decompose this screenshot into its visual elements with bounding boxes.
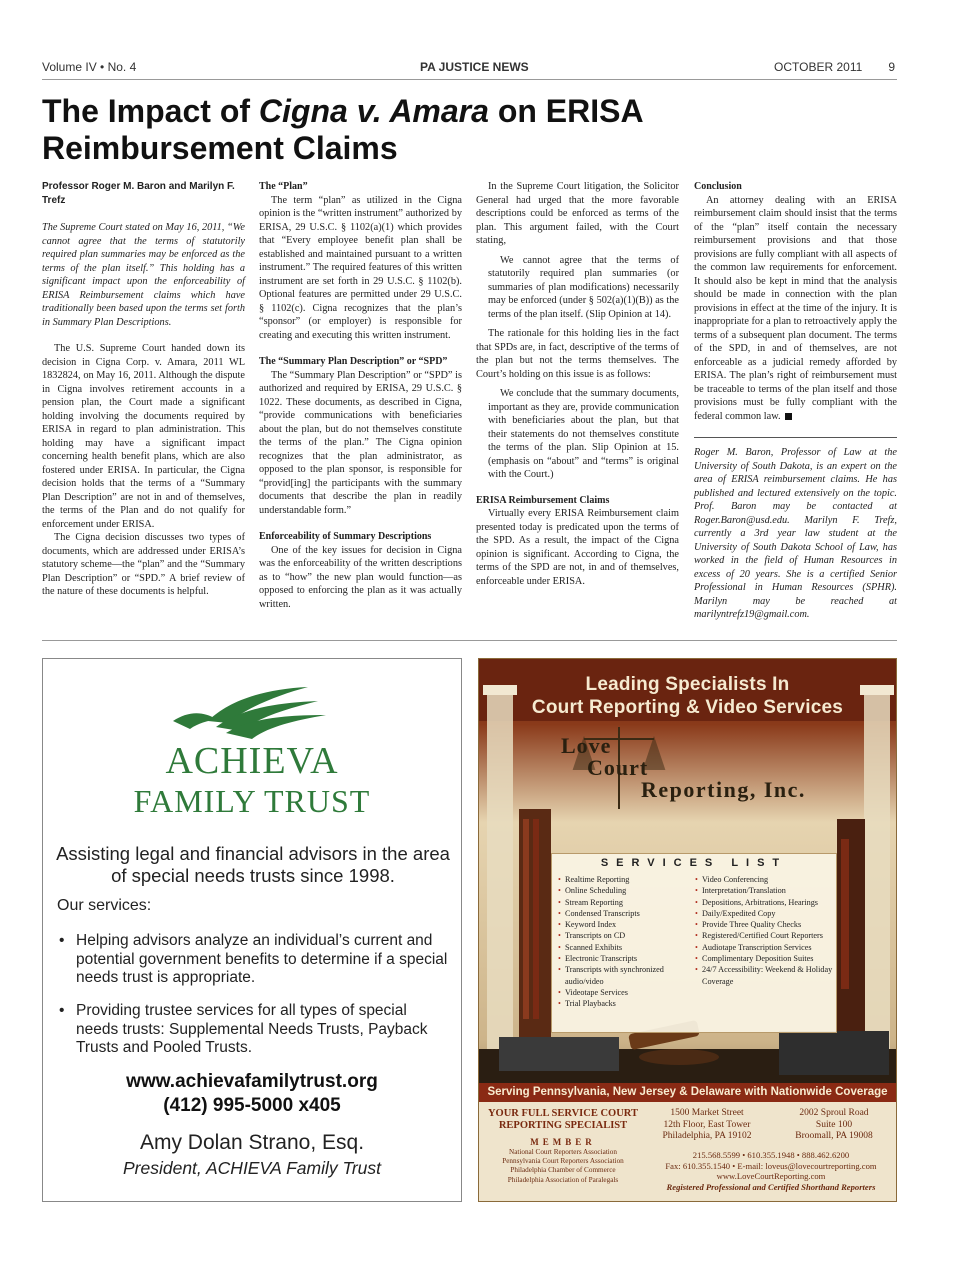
- title-part: The Impact of: [42, 93, 259, 129]
- headline-line: Leading Specialists In: [585, 674, 790, 695]
- service-text: Helping advisors analyze an individual’s current and potential government benefits to determine if a special needs trust is appropriate.: [76, 932, 448, 986]
- contact-role: President, ACHIEVA Family Trust: [122, 1158, 382, 1178]
- quote-text: We cannot agree that the terms of statutorily required plan summaries (or summaries of plan modifications) necessarily may be enforced (under § 502(a)(1)(B)) as the terms of the plan itself. (Slip Opinion at 14).: [488, 254, 679, 320]
- service-item: • 24/7 Accessibility: Weekend & Holiday Coverage: [695, 964, 835, 987]
- article-lede: The Supreme Court stated on May 16, 2011, “We cannot agree that the terms of statutorily required plan summaries may be enforced as the terms of the plan itself.” This holding has a significant impact upon the enforceability of ERISA Reimbursement claims which have traditionally been based upon the terms set forth in Summary Plan Descriptions.: [42, 222, 245, 328]
- section-heading-plan: The “Plan”: [259, 181, 308, 192]
- service-item: • Transcripts on CD: [558, 930, 690, 941]
- service-item: • Complimentary Deposition Suites: [695, 953, 835, 964]
- body-paragraph: The U.S. Supreme Court handed down its decision in Cigna Corp. v. Amara, 2011 WL 1832824, on May 16, 2011. Although the dispute in Cigna involves retirement accounts in a pension plan, the Court made a significant holding involving the documents required by ERISA in regard to plan administration. This holding may have a significant impact concerning health benefit plans, which are also fostered under ERISA. In particular, the Cigna decision holds that the terms of a “Summary Plan Description” are not in and of themselves, the terms of the Plan and do not qualify for enforcement under ERISA.: [42, 343, 245, 530]
- issue-date: OCTOBER 2011: [774, 60, 863, 74]
- service-item: [57, 1002, 452, 1058]
- service-item: • Registered/Certified Court Reporters: [695, 930, 835, 941]
- brand-word: Court: [587, 755, 649, 780]
- achieva-tagline: Assisting legal and financial advisors in the area of special needs trusts since 1998.: [56, 843, 450, 886]
- article-column-1: [42, 180, 245, 599]
- title-part: on ERISA Reimbursement Claims: [42, 93, 643, 166]
- services-list-box: [551, 853, 837, 1033]
- title-case-name: Cigna v. Amara: [258, 93, 489, 129]
- body-paragraph: One of the key issues for decision in Cigna was the enforceability of the written descriptions as to “how” the new plan would function—as opposed to enforcing the plan as it was actually written.: [259, 544, 462, 610]
- body-paragraph: [694, 194, 897, 424]
- service-item: [57, 932, 452, 988]
- author-bio: Roger M. Baron, Professor of Law at the University of South Dakota, is an expert on the area of ERISA reimbursement claims. He has published and lectured extensively on the topic. Prof. Baron may be contacted at Roger.Baron@usd.edu. Marilyn F. Trefz, currently a 3rd year law student at the University of South Dakota School of Law, has worked in the field of Human Resources in excess of 20 years. She is a certified Senior Professional in Human Resources (SPHR). Marilyn may be reached at marilyntrefz19@gmail.com.: [694, 447, 897, 620]
- love-court-advertisement[interactable]: [478, 658, 897, 1202]
- member-org: Pennsylvania Court Reporters Association: [502, 1157, 624, 1166]
- conclusion-text: An attorney dealing with an ERISA reimbursement claim should insist that the terms of the “plan” itself contain the necessary reimbursement provisions and that those provisions are fully compliant with all aspects of the common law requirements for enforcement. It should also be kept in mind that the analysis should be made in connection with the plan provisions in effect at the time of the injury. It is inappropriate for a plan to retroactively apply the terms of a subsequent plan document. The terms of the SPD, in and of themselves, are not enforceable as a judicial remedy afforded by ERISA. The plan’s right of reimbursement must be traceable to terms of the plan itself and those provisions must be fully compliant with the federal common law.: [694, 194, 897, 422]
- fax-email[interactable]: Fax: 610.355.1540 • E-mail: loveus@lovecourtreporting.com: [665, 1160, 877, 1171]
- love-court-headline: [479, 673, 896, 719]
- article-column-4: [694, 180, 897, 622]
- publication-name: PA JUSTICE NEWS: [420, 60, 529, 74]
- address-line: Suite 100: [815, 1119, 853, 1130]
- service-item: • Online Scheduling: [558, 885, 690, 896]
- section-heading-erisa: ERISA Reimbursement Claims: [476, 494, 610, 506]
- address-line: Philadelphia, PA 19102: [662, 1131, 752, 1141]
- services-list-title: SERVICES LIST: [600, 857, 788, 869]
- coverage-banner: Serving Pennsylvania, New Jersey & Delaware with Nationwide Coverage: [479, 1083, 896, 1102]
- achieva-advertisement[interactable]: [42, 658, 462, 1202]
- section-heading-conclusion: Conclusion: [694, 181, 742, 192]
- footer-title: YOUR FULL SERVICE COURT REPORTING SPECIALIST: [487, 1108, 639, 1131]
- membership-block: [483, 1108, 643, 1185]
- body-paragraph: The term “plan” as utilized in the Cigna opinion is the “written instrument” authorized by ERISA, 29 U.S.C. § 1102(a)(1) which provides that “Every employee benefit plan shall be established and maintained pursuant to a written instrument.” The required features of this written instrument are set forth in 29 U.S.C. § 1102(b). Optional features are permitted under 29 U.S.C. § 1102(c). Cigna recognizes that the plan’s “sponsor” (or employer) is responsible for creating and executing this written instrument.: [259, 194, 462, 341]
- headline-line: Court Reporting & Video Services: [531, 697, 844, 718]
- member-list: [483, 1148, 643, 1185]
- header-divider: [42, 79, 897, 80]
- article-column-2: [259, 180, 462, 611]
- services-column-right: [695, 874, 835, 987]
- service-item: • Scanned Exhibits: [558, 942, 690, 953]
- address-line: 1500 Market Street: [670, 1108, 744, 1118]
- body-paragraph: In the Supreme Court litigation, the Solicitor General had urged that the more favorable descriptions could be enforced as terms of the plan. This argument failed, with the Court stating,: [476, 181, 679, 246]
- contact-info: [644, 1150, 897, 1182]
- address-line: 12th Floor, East Tower: [663, 1119, 751, 1130]
- body-paragraph: The rationale for this holding lies in the fact that SPDs are, in fact, descriptive of the terms of the plan but not the terms themselves. The Court’s holding on this issue is as follows:: [476, 328, 679, 380]
- service-item: • Interpretation/Translation: [695, 885, 835, 896]
- service-item: • Video Conferencing: [695, 874, 835, 885]
- article-authors: Professor Roger M. Baron and Marilyn F. Trefz: [42, 181, 235, 206]
- block-quote: [488, 387, 679, 482]
- block-quote: [488, 254, 679, 322]
- date-and-page: [774, 60, 895, 74]
- service-item: • Keyword Index: [558, 919, 690, 930]
- article-column-3: [476, 180, 679, 588]
- address-line: Broomall, PA 19008: [795, 1131, 873, 1141]
- page-header: [42, 60, 895, 78]
- services-label: Our services:: [57, 897, 152, 914]
- article-title: [42, 93, 742, 167]
- footer-tagline: Registered Professional and Certified Shorthand Reporters: [666, 1182, 876, 1192]
- achieva-website-link[interactable]: www.achievafamilytrust.org: [126, 1071, 378, 1092]
- member-org: Philadelphia Association of Paralegals: [507, 1175, 619, 1184]
- member-org: Philadelphia Chamber of Commerce: [510, 1166, 616, 1175]
- address-line: 2002 Sproul Road: [799, 1108, 869, 1118]
- volume-issue: Volume IV • No. 4: [42, 60, 137, 74]
- service-item: • Stream Reporting: [558, 897, 690, 908]
- service-item: • Daily/Expedited Copy: [695, 908, 835, 919]
- love-court-website-link[interactable]: www.LoveCourtReporting.com: [716, 1171, 826, 1181]
- body-paragraph: Virtually every ERISA Reimbursement claim presented today is predicated upon the terms of the SPD. As a result, the impact of the Cigna opinion is significant. According to Cigna, the terms of the SPD are not, in and of themselves, enforceable under ERISA.: [476, 508, 679, 587]
- page-number: 9: [888, 60, 895, 74]
- service-item: • Depositions, Arbitrations, Hearings: [695, 897, 835, 908]
- bird-logo-icon: [168, 681, 338, 743]
- service-item: • Trial Playbacks: [558, 998, 690, 1009]
- address-philadelphia: [647, 1108, 767, 1143]
- body-paragraph: The “Summary Plan Description” or “SPD” is authorized and required by ERISA, 29 U.S.C. § 1022. These documents, as described in Cigna, “provide communications with beneficiaries about the plan, but do not themselves constitute the terms of the plan.” The Cigna opinion recognizes that the plan administrator, as opposed to the plan sponsor, is responsible for “provid[ing] the participants with the summary documents that describe the plan in readily understandable form.”: [259, 369, 462, 516]
- service-item: • Videotape Services: [558, 987, 690, 998]
- quote-text: We conclude that the summary documents, important as they are, provide communication with beneficiaries about the plan, but that their statements do not themselves constitute the terms of the plan. Slip Opinion at 15. (emphasis on “about” and “terms” is original with the Court.): [488, 388, 679, 480]
- achieva-name: ACHIEVA: [165, 740, 339, 782]
- family-trust-name: FAMILY TRUST: [133, 783, 371, 819]
- ads-divider: [42, 640, 897, 641]
- body-paragraph: The Cigna decision discusses two types of documents, which are addressed under ERISA’s statutory scheme—the “plan” and the “Summary Plan Description” or “SPD.” A brief review of the nature of these documents is helpful.: [42, 532, 245, 597]
- brand-word: Reporting, Inc.: [641, 777, 806, 802]
- address-broomall: [774, 1108, 894, 1143]
- end-mark-icon: [785, 413, 792, 420]
- service-item: • Audiotape Transcription Services: [695, 942, 835, 953]
- service-item: • Transcripts with synchronized audio/video: [558, 964, 690, 987]
- love-court-footer: [479, 1102, 896, 1202]
- member-org: National Court Reporters Association: [509, 1148, 617, 1156]
- member-label: MEMBER: [530, 1137, 596, 1147]
- bullet-icon: •: [59, 932, 65, 949]
- bullet-icon: •: [59, 1002, 65, 1019]
- service-item: • Realtime Reporting: [558, 874, 690, 885]
- achieva-phone: (412) 995-5000 x405: [163, 1095, 341, 1116]
- service-text: Providing trustee services for all types of special needs trusts: Supplemental Needs Trusts, Payback Trusts and Pooled Trusts.: [76, 1002, 428, 1056]
- contact-name: Amy Dolan Strano, Esq.: [139, 1131, 365, 1154]
- bio-divider: [694, 437, 897, 438]
- section-heading-spd: The “Summary Plan Description” or “SPD”: [259, 356, 448, 367]
- service-item: • Electronic Transcripts: [558, 953, 690, 964]
- service-item: • Condensed Transcripts: [558, 908, 690, 919]
- service-item: • Provide Three Quality Checks: [695, 919, 835, 930]
- phone-numbers: 215.568.5599 • 610.355.1948 • 888.462.6200: [692, 1150, 850, 1160]
- brand-word: Love: [561, 733, 612, 758]
- section-heading-enforceability: Enforceability of Summary Descriptions: [259, 531, 432, 542]
- services-column-left: [558, 874, 690, 1010]
